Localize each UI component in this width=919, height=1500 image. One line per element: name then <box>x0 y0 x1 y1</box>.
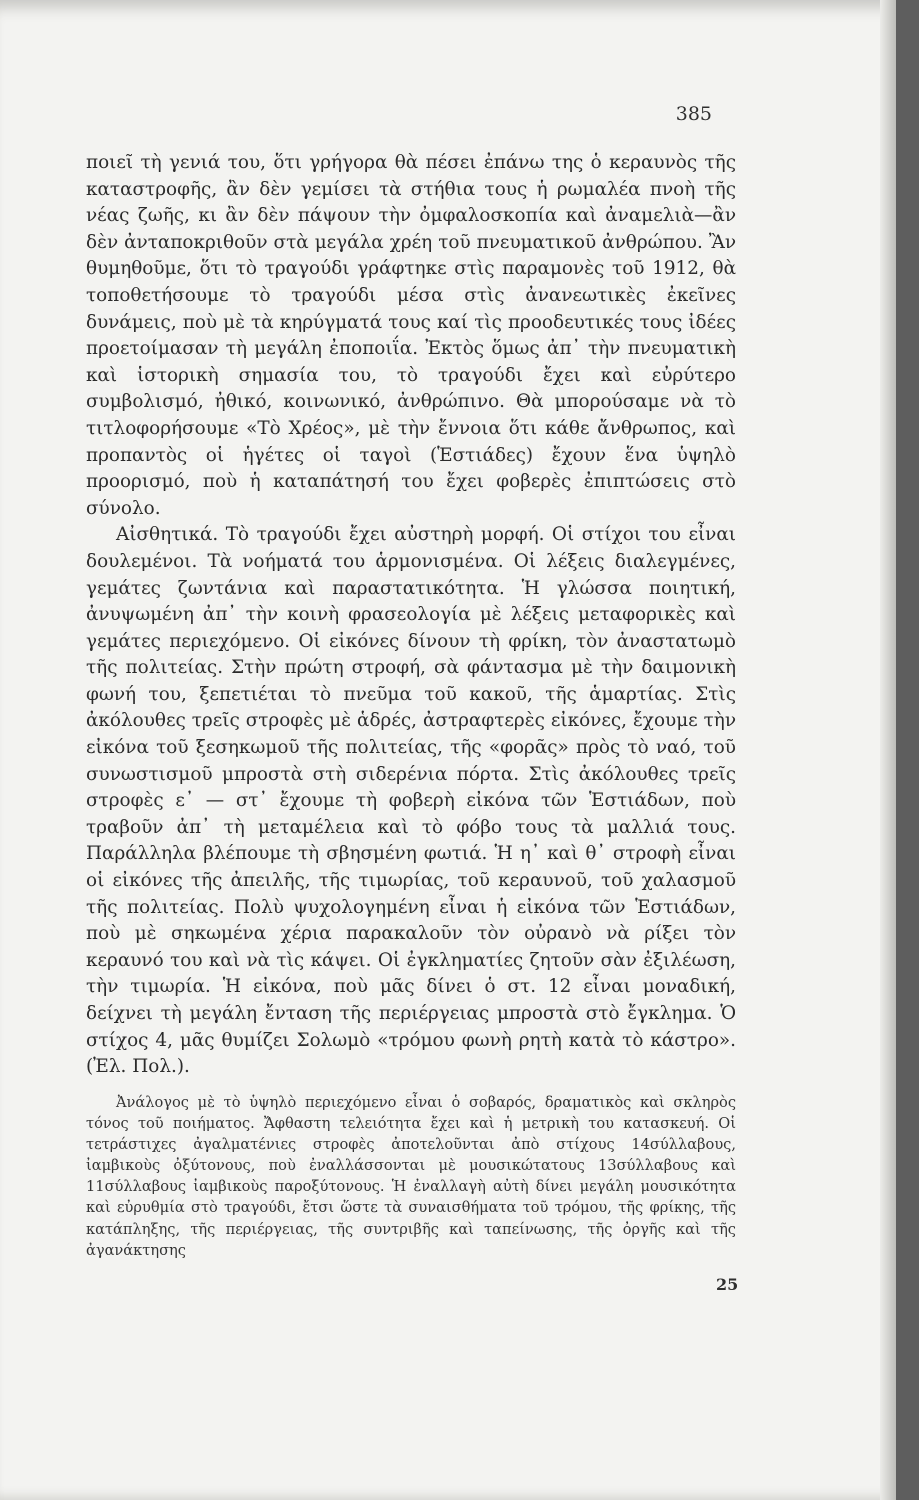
page-edge <box>880 0 896 1500</box>
main-text <box>86 150 736 1081</box>
footnote-text: Ἀνάλογος μὲ τὸ ὑψηλὸ περιεχόμενο εἶναι ὁ σοβαρός, δραματικὸς καὶ σκληρὸς τόνος τοῦ ποιήματος. Ἄφθαστη τελειότητα ἔχει καὶ ἡ μετρικὴ του κατασκευή. Οἱ τετράστιχες ἀγαλματένιες στροφὲς ἀποτελοῦνται ἀπὸ στίχους 14σύλλαβους, ἰαμβικοὺς ὀξύτονους, ποὺ ἐναλλάσσονται μὲ μουσικώτατους 13σύλλαβους καὶ 11σύλλαβους ἰαμβικοὺς παροξύτονους. Ἡ ἐναλλαγὴ αὐτὴ δίνει μεγάλη μουσικότητα καὶ εὐρυθμία στὸ τραγούδι, ἔτσι ὥστε τὰ συναισθήματα τοῦ τρόμου, τῆς φρίκης, τῆς κατάπληξης, τῆς περιέργειας, τῆς συντριβῆς καὶ ταπείνωσης, τῆς ὀργῆς καὶ τῆς ἀγανάκτησης <box>86 1094 736 1259</box>
page-number: 385 <box>675 103 712 125</box>
signature-mark: 25 <box>716 1275 739 1294</box>
paragraph-1: ποιεῖ τὴ γενιά του, ὅτι γρήγορα θὰ πέσει ἐπάνω της ὁ κεραυνὸς τῆς καταστροφῆς, ἂν δὲν γεμίσει τὰ στήθια τους ἡ ρωμαλέα πνοὴ τῆς νέας ζωῆς, κι ἂν δὲν πάψουν τὴν ὀμφαλοσκοπία καὶ ἀναμελιὰ—ἂν δὲν ἀνταποκριθοῦν στὰ μεγάλα χρέη τοῦ πνευματικοῦ ἀνθρώπου. Ἂν θυμηθοῦμε, ὅτι τὸ τραγούδι γράφτηκε στὶς παραμονὲς τοῦ 1912, θὰ τοποθετήσουμε τὸ τραγούδι μέσα στὶς ἀνανεωτικὲς ἐκεῖνες δυνάμεις, ποὺ μὲ τὰ κηρύγματά τους καί τὶς προοδευτικές τους ἰδέες προετοίμασαν τὴ μεγάλη ἐποποιΐα. Ἐκτὸς ὅμως ἀπ᾿ τὴν πνευματικὴ καὶ ἱστορικὴ σημασία του, τὸ τραγούδι ἔχει καὶ εὐρύτερο συμβολισμό, ἠθικό, κοινωνικό, ἀνθρώπινο. Θὰ μπορούσαμε νὰ τὸ τιτλοφορήσουμε «Τὸ Χρέος», μὲ τὴν ἔννοια ὅτι κάθε ἄνθρωπος, καὶ προπαντὸς οἱ ἡγέτες οἱ ταγοὶ (Ἑστιάδες) ἔχουν ἕνα ὑψηλὸ προορισμό, ποὺ ἡ καταπάτησή του ἔχει φοβερὲς ἐπιπτώσεις στὸ σύνολο. <box>86 152 736 519</box>
footnote <box>86 1092 736 1261</box>
paragraph-2: Αἰσθητικά. Τὸ τραγούδι ἔχει αὐστηρὴ μορφή. Οἱ στίχοι του εἶναι δουλεμένοι. Τὰ νοήματά του ἁρμονισμένα. Οἱ λέξεις διαλεγμένες, γεμάτες ζωντάνια καὶ παραστατικότητα. Ἡ γλώσσα ποιητική, ἀνυψωμένη ἀπ᾿ τὴν κοινὴ φρασεολογία μὲ λέξεις μεταφορικὲς καὶ γεμάτες περιεχόμενο. Οἱ εἰκόνες δίνουν τὴ φρίκη, τὸν ἀναστατωμὸ τῆς πολιτείας. Στὴν πρώτη στροφή, σὰ φάντασμα μὲ τὴν δαιμονικὴ φωνή του, ξεπετιέται τὸ πνεῦμα τοῦ κακοῦ, τῆς ἁμαρτίας. Στὶς ἀκόλουθες τρεῖς στροφὲς μὲ ἁδρές, ἀστραφτερὲς εἰκόνες, ἔχουμε τὴν εἰκόνα τοῦ ξεσηκωμοῦ τῆς πολιτείας, τῆς «φορᾶς» πρὸς τὸ ναό, τοῦ συνωστισμοῦ μπροστὰ στὴ σιδερένια πόρτα. Στὶς ἀκόλουθες τρεῖς στροφὲς ε᾿ — στ᾿ ἔχουμε τὴ φοβερὴ εἰκόνα τῶν Ἑστιάδων, ποὺ τραβοῦν ἀπ᾿ τὴ μεταμέλεια καὶ τὸ φόβο τους τὰ μαλλιά τους. Παράλληλα βλέπουμε τὴ σβησμένη φωτιά. Ἡ η᾿ καὶ θ᾿ στροφὴ εἶναι οἱ εἰκόνες τῆς ἀπειλῆς, τῆς τιμωρίας, τοῦ κεραυνοῦ, τοῦ χαλασμοῦ τῆς πολιτείας. Πολὺ ψυχολογημένη εἶναι ἡ εἰκόνα τῶν Ἑστιάδων, ποὺ μὲ σηκωμένα χέρια παρακαλοῦν τὸν οὐρανὸ νὰ ρίξει τὸν κεραυνό του καὶ νὰ τὶς κάψει. Οἱ ἐγκληματίες ζητοῦν σὰν ἐξιλέωση, τὴν τιμωρία. Ἡ εἰκόνα, ποὺ μᾶς δίνει ὁ στ. 12 εἶναι μοναδική, δείχνει τὴ μεγάλη ἔνταση τῆς περιέργειας μπροστὰ στὸ ἔγκλημα. Ὁ στίχος 4, μᾶς θυμίζει Σολωμὸ «τρόμου φωνὴ ρητὴ κατὰ τὸ κάστρο». (Ἐλ. Πολ.). <box>86 524 736 1078</box>
